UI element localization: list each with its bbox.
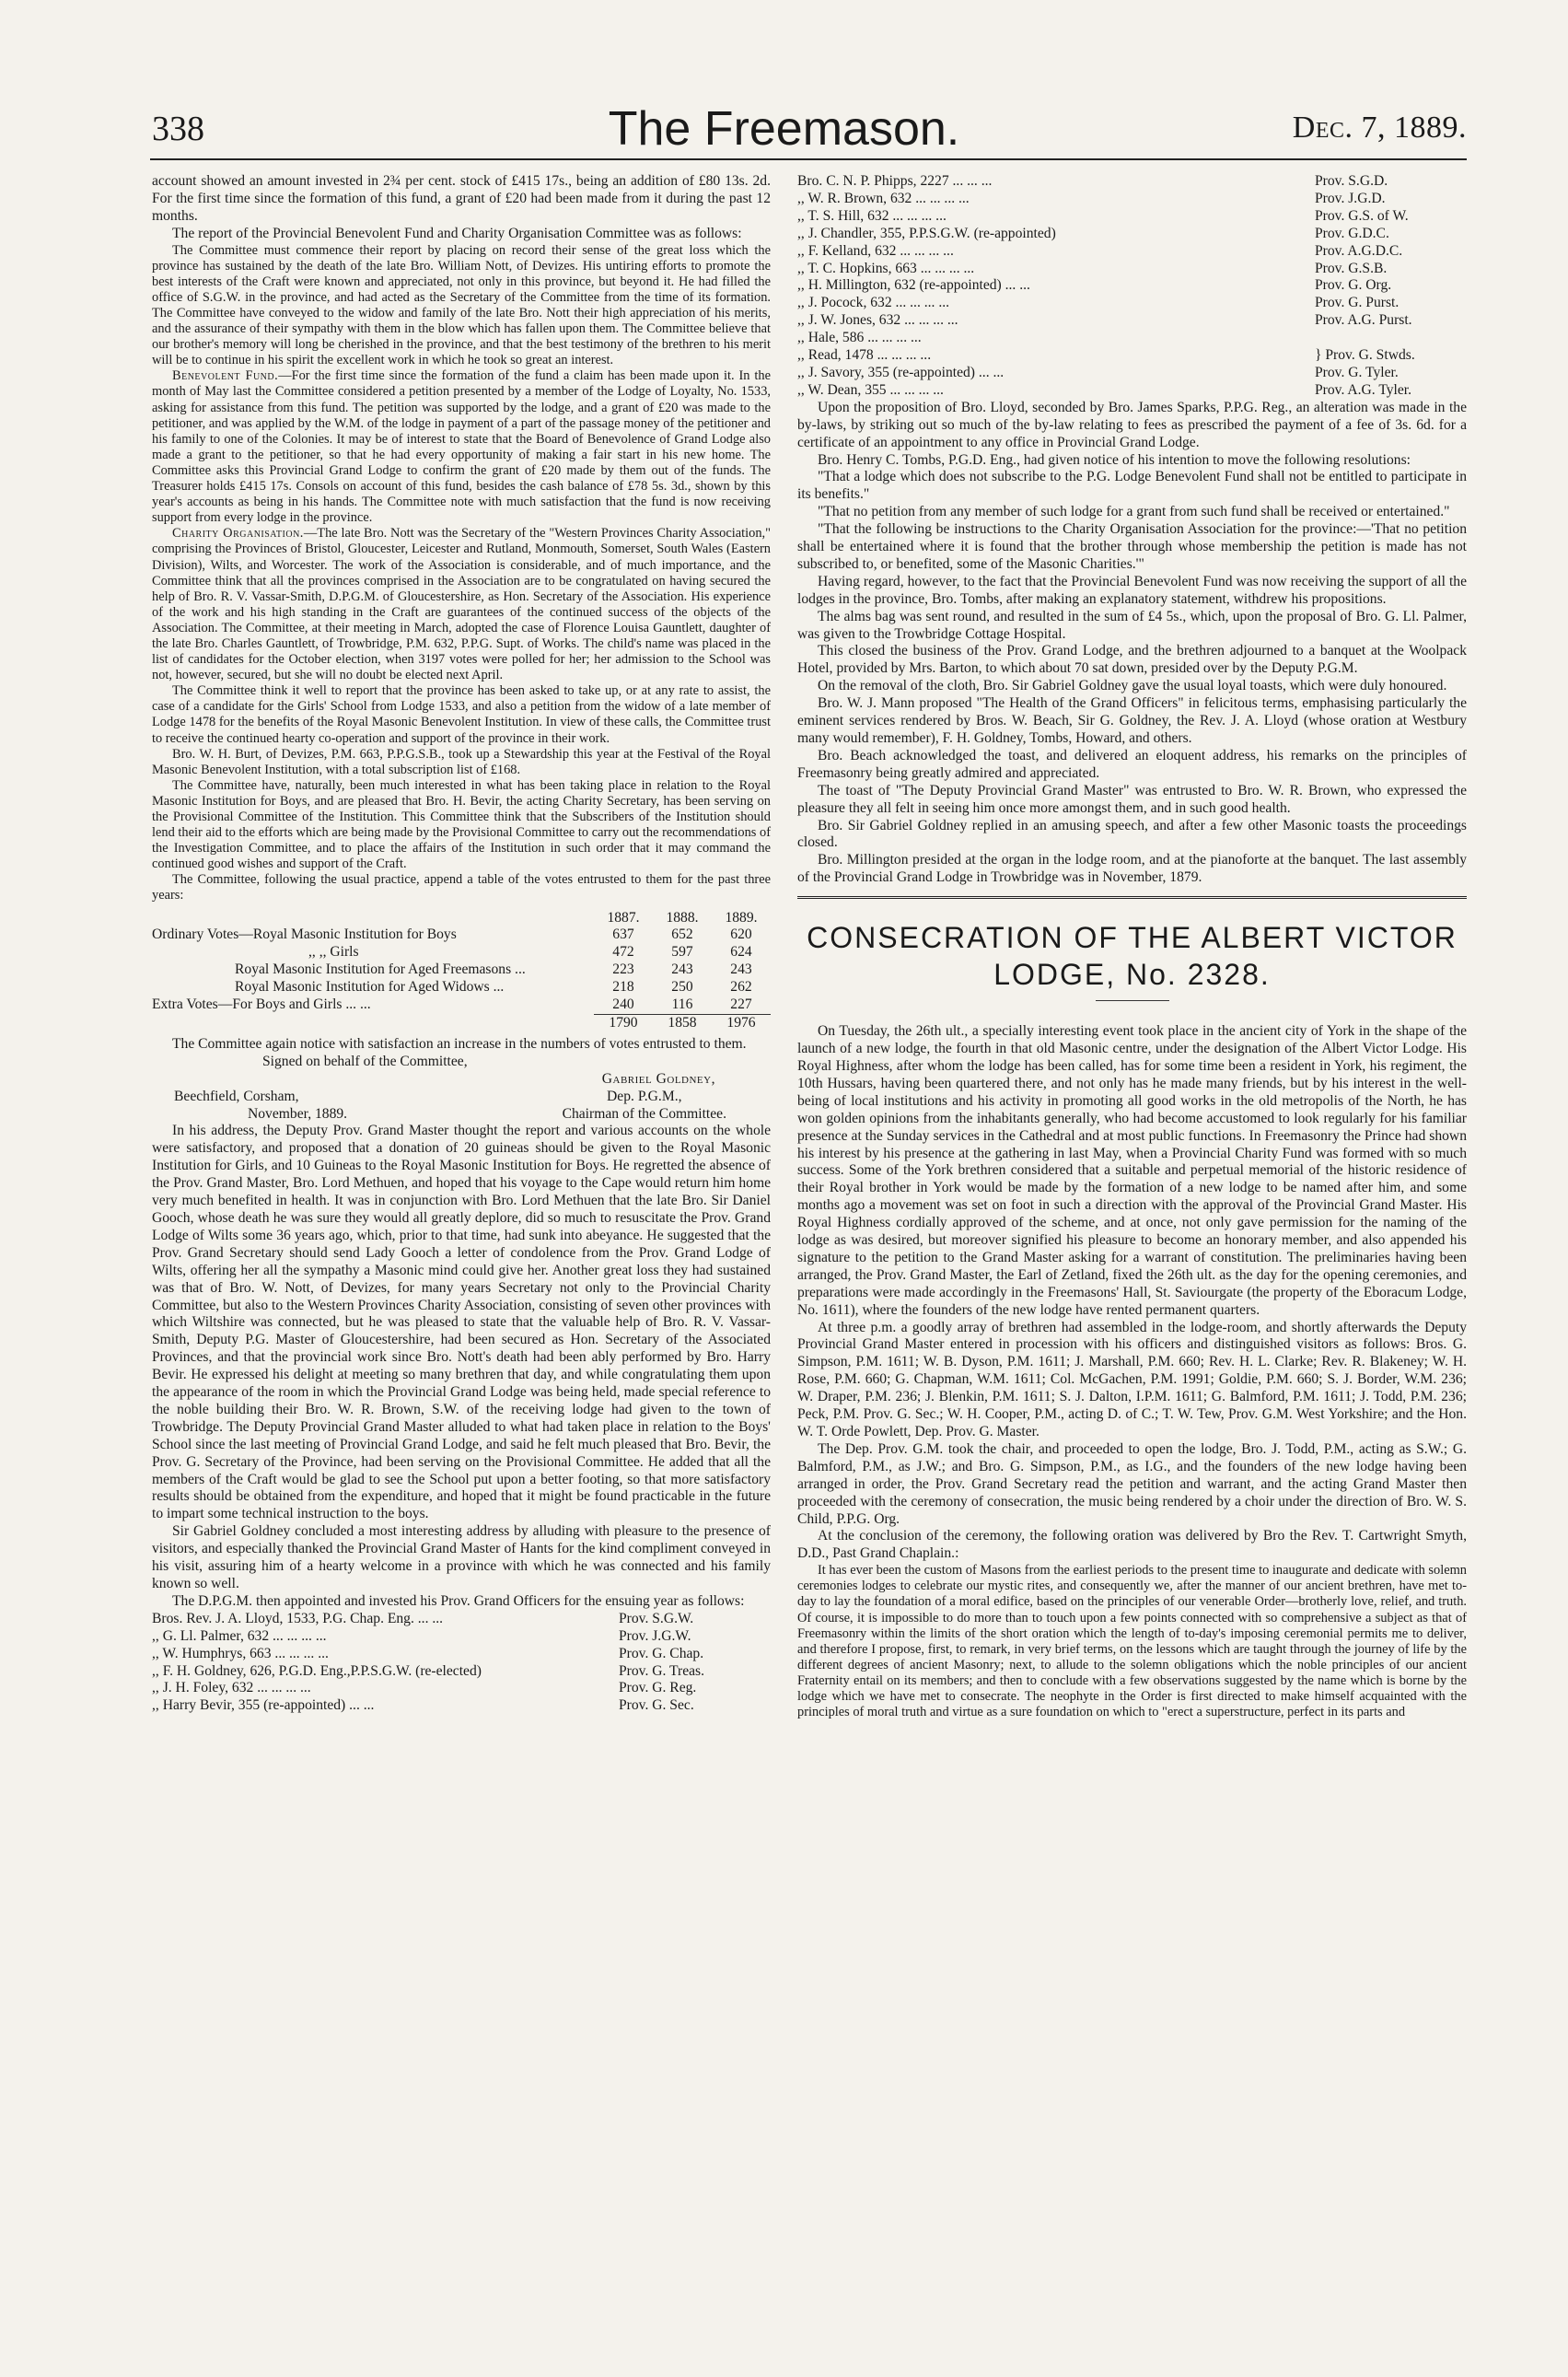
list-item: [152, 1697, 771, 1715]
cell: 243: [730, 961, 752, 978]
committee-report: [152, 243, 771, 904]
officer-name: ,, W. R. Brown, 632 ... ... ... ...: [797, 190, 970, 206]
officer-office: Prov. G.S. of W.: [1315, 207, 1409, 224]
officer-office: [1315, 330, 1467, 347]
right-column: [797, 173, 1467, 1720]
list-item: [797, 312, 1467, 330]
cell: 250: [671, 979, 693, 996]
paragraph: Bro. Sir Gabriel Goldney replied in an amusing speech, and after a few other Masonic toasts the proceedings closed.: [797, 817, 1467, 851]
officer-office: } Prov. G. Stwds.: [1315, 347, 1415, 364]
cell: 223: [612, 961, 634, 978]
paragraph: account showed an amount invested in 2¾ per cent. stock of £415 17s., being an addition of £80 13s. 2d. For the first time since the formation of this fund, a grant of £20 had been made from it during the past 12 months.: [152, 173, 771, 224]
list-item: [797, 243, 1467, 261]
paragraph: Bro. W. J. Mann proposed "The Health of the Grand Officers" in felicitous terms, emphasising particularly the eminent services rendered by Bros. W. Beach, Sir G. Goldney, the Rev. J. A. Lloyd (whose oration at Westbury many would remember), F. H. Goldney, Tombs, Howard, and others.: [797, 695, 1467, 746]
place: Beechfield, Corsham,: [174, 1088, 299, 1104]
list-item: [797, 191, 1467, 208]
table-row: [152, 996, 771, 1014]
paragraph: Sir Gabriel Goldney concluded a most interesting address by alluding with pleasure to the presence of visitors, and especially thanked the Provincial Grand Master of Hants for the kind compliment conveyed in his visit, assuring him of a hearty welcome in a province with which he was connected and his family known so well.: [152, 1523, 771, 1591]
table-row: [152, 926, 771, 944]
cell: 652: [671, 926, 693, 943]
officer-office: Prov. G. Treas.: [619, 1662, 704, 1679]
cell: 597: [671, 944, 693, 961]
year-header: 1888.: [666, 909, 699, 926]
paragraph: At the conclusion of the ceremony, the following oration was delivered by Bro the Rev. T. Cartwright Smyth, D.D., Past Grand Chaplain.:: [797, 1528, 1467, 1562]
sig-date: November, 1889.: [248, 1105, 348, 1122]
issue-date: Dec. 7, 1889.: [1292, 111, 1467, 145]
officer-name: ,, J. Savory, 355 (re-appointed) ... ...: [797, 364, 1005, 380]
paragraph: The Committee have, naturally, been much interested in what has been taking place in relation to the Royal Masonic Institution for Boys, and are pleased that Bro. H. Bevir, the acting Charity Secretary, has been serving on the Provisional Committee of the Institution. This Committee think that the Subscribers of the Institution should lend their aid to the efforts which are being made by the Provisional Committee to carry out the recommendations of the Investigation Committee, and to place the affairs of the Institution in such order that it may command the continued good wishes and support of the Craft.: [152, 777, 771, 872]
paragraph: On Tuesday, the 26th ult., a specially interesting event took place in the ancient city of York in the shape of the launch of a new lodge, the fourth in that old Masonic centre, under the designation of the Albert Victor Lodge. His Royal Highness, after whom the lodge has been called, has for some time been a resident in York, his regiment, the 10th Hussars, having been quartered there, and not only has he made many friends, but by his interest in the well-being of local institutions and his activity in promoting all good works in the old metropolis of the North, he has won golden opinions from the inhabitants generally, who had become accustomed to look regularly for his familiar presence at the Sunday services in the Cathedral and at most public functions. In Freemasonry the Prince had shown his interest by his presence at the gathering in last May, when a Provincial Charity Fund was formed with so much success. Some of the York brethren considered that a suitable and perpetual memorial of the historic residence of their Royal brother in York would be made by the formation of a new lodge to be named after him, and some months ago a movement was set on foot in such a direction with the approval of the Provincial Grand Master. His Royal Highness cordially approved of the scheme, and at once, not only gave permission for the naming of the lodge as was desired, but moreover signified his pleasure to become an honorary member, and also appended his signature to the petition to the Grand Master asking for a warrant of constitution. The preliminaries having been arranged, the Prov. Grand Master, the Earl of Zetland, fixed the 26th ult. as the day for the opening ceremonies, and preparations were made accordingly in the Freemasons' Hall, St. Saviourgate (the property of the Eboracum Lodge, No. 1611), where the founders of the new lodge have rented permanent quarters.: [797, 1023, 1467, 1318]
paragraph: Bro. Henry C. Tombs, P.G.D. Eng., had given notice of his intention to move the following resolutions:: [818, 451, 1411, 468]
list-item: [152, 1680, 771, 1697]
paragraph: Bro. W. H. Burt, of Devizes, P.M. 663, P.P.G.S.B., took up a Stewardship this year at the Festival of the Royal Masonic Benevolent Institution, with a total subscription list of £168.: [152, 746, 771, 777]
signer-title: Dep. P.G.M.,: [607, 1088, 682, 1104]
oration-text: It has ever been the custom of Masons from the earliest periods to the present time to inaugurate and dedicate with solemn ceremonies lodges to celebrate our mystic rites, and consequently we, after the manner of our ancient brethren, have met to-day to lay the foundation of a moral edifice, based on the principles of our venerable Order—brotherly love, relief, and truth. Of course, it is impossible to do more than to touch upon a few points connected with so comprehensive a subject as that of Freemasonry within the limits of the short oration which the length of to-day's imposing ceremonial permits me to deliver, and therefore I propose, first, to remark, in very brief terms, on the lessons which are taught through the journey of life by the different degrees of ancient Masonry; next, to allude to the solemn obligations which the noble principles of our ancient Fraternity entail on its members; and then to conclude with a few observations suggested by the name which is borne by the lodge which we have met to consecrate. The neophyte in the Order is first directed to make himself acquainted with the principles of moral truth and virtue as a sure foundation on which to "erect a superstructure, perfect in its parts and: [797, 1563, 1467, 1720]
officer-name: Bros. Rev. J. A. Lloyd, 1533, P.G. Chap. Eng. ... ...: [152, 1610, 444, 1626]
officer-name: ,, J. Pocock, 632 ... ... ... ...: [797, 295, 950, 311]
cell: 624: [730, 944, 752, 961]
officer-name: ,, T. S. Hill, 632 ... ... ... ...: [797, 207, 947, 224]
row-label: ,, ,, Girls: [308, 944, 359, 961]
officer-office: Prov. J.G.D.: [1315, 190, 1386, 206]
list-item: [797, 226, 1467, 243]
cell: 637: [612, 926, 634, 943]
list-item: [797, 382, 1467, 400]
year-header: 1887.: [607, 909, 640, 926]
paragraph: The alms bag was sent round, and resulted in the sum of £4 5s., which, upon the proposal of Bro. G. Ll. Palmer, was given to the Trowbridge Cottage Hospital.: [797, 608, 1467, 642]
officer-name: ,, Harry Bevir, 355 (re-appointed) ... ...: [152, 1697, 375, 1714]
officers-list: [152, 1611, 771, 1715]
officer-office: Prov. S.G.W.: [619, 1610, 694, 1626]
signature-place: [152, 1089, 347, 1124]
paragraph: The Committee must commence their report by placing on record their sense of the great loss which the province has sustained by the death of the late Bro. William Nott, of Devizes. His untiring efforts to promote the best interests of the Craft were known and appreciated, not only in this province, but beyond it. He had filled the office of S.G.W. in the province, and had acted as the Secretary of the Committee from the time of its formation. The Committee have conveyed to the widow and family of the late Bro. Nott their high appreciation of his merits, and the assurance of their sympathy with them in the blow which has fallen upon them. The Committee believe that our brother's memory will long be cherished in the province, and that the best testimony of the brethren to his merit will be to continue in his spirit the excellent work in which he took so great an interest.: [152, 242, 771, 368]
list-item: [797, 295, 1467, 312]
officer-office: Prov. A.G.D.C.: [1315, 242, 1403, 259]
year-header: 1889.: [725, 909, 758, 926]
officer-office: Prov. G. Org.: [1315, 277, 1392, 294]
list-item: [152, 1646, 771, 1663]
officer-office: Prov. A.G. Tyler.: [1315, 381, 1412, 398]
row-label: Ordinary Votes—Royal Masonic Institution for Boys: [152, 926, 457, 943]
paragraph: "That a lodge which does not subscribe to the P.G. Lodge Benevolent Fund shall not be entitled to participate in its benefits.": [797, 469, 1467, 503]
signature-block: [152, 1089, 771, 1124]
officer-name: ,, W. Humphrys, 663 ... ... ... ...: [152, 1645, 329, 1661]
officer-office: Prov. G. Reg.: [619, 1680, 697, 1696]
list-item: [797, 173, 1467, 191]
paragraph: The Committee again notice with satisfaction an increase in the numbers of votes entrusted to them.: [172, 1035, 747, 1052]
cell: 620: [730, 926, 752, 943]
short-rule: [1096, 1000, 1169, 1001]
paragraph: The toast of "The Deputy Provincial Grand Master" was entrusted to Bro. W. R. Brown, who expressed the pleasure they all felt in seeing him once more amongst them, and in such good health.: [797, 782, 1467, 816]
officer-office: Prov. G.D.C.: [1315, 225, 1389, 241]
officer-name: ,, T. C. Hopkins, 663 ... ... ... ...: [797, 260, 975, 276]
heading-line: LODGE, No. 2328.: [993, 958, 1271, 992]
signature-titles: [563, 1089, 771, 1124]
cell: 243: [671, 961, 693, 978]
officer-office: Prov. J.G.W.: [619, 1627, 691, 1644]
officer-name: Bro. C. N. P. Phipps, 2227 ... ... ...: [797, 173, 993, 189]
paragraph: Benevolent Fund.—For the first time since the formation of the fund a claim has been made upon it. In the month of May last the Committee considered a petition presented by a member of the Lodge of Loyalty, No. 1533, asking for assistance from this fund. The petition was supported by the lodge, and a grant of £20 was made to the petitioner, and was applied by the W.M. of the lodge in payment of a part of the passage money of the petitioner and his family to one of the Colonies. It may be of interest to state that the Board of Benevolence of Grand Lodge also made a grant to the petitioner, so that he had every opportunity of making a fair start in his new home. The Committee asks this Provincial Grand Lodge to confirm the grant of £20 made by them out of the funds. The Treasurer holds £415 17s. Consols on account of this fund, besides the cash balance of £78 5s. 3d., shown by this year's accounts as being in his hands. The Committee note with much satisfaction that the fund is now receiving support from every lodge in the province.: [152, 368, 771, 526]
list-item: [152, 1663, 771, 1681]
cell: 472: [612, 944, 634, 961]
officer-name: ,, Hale, 586 ... ... ... ...: [797, 330, 922, 346]
list-item: [152, 1611, 771, 1628]
list-item: [797, 277, 1467, 295]
paragraph: The D.P.G.M. then appointed and invested his Prov. Grand Officers for the ensuing year as follows:: [172, 1592, 745, 1609]
list-item: [797, 208, 1467, 226]
table-row: [152, 944, 771, 961]
paragraph: Having regard, however, to the fact that the Provincial Benevolent Fund was now receiving the support of all the lodges in the province, Bro. Tombs, after making an explanatory statement, withdrew his propositions.: [797, 573, 1467, 607]
paragraph: The report of the Provincial Benevolent Fund and Charity Organisation Committee was as follows:: [172, 225, 742, 241]
total-cell: 1858: [653, 1015, 712, 1032]
paragraph: Upon the proposition of Bro. Lloyd, seconded by Bro. James Sparks, P.P.G. Reg., an alteration was made in the by-laws, by striking out so much of the by-law relating to fees as prescribed the payment of a fee of 3s. 6d. for a certificate of an appointment to any office in Provincial Grand Lodge.: [797, 399, 1467, 450]
officers-list: [797, 173, 1467, 400]
officer-office: Prov. A.G. Purst.: [1315, 312, 1412, 329]
section-rule: [797, 896, 1467, 904]
heading-line: CONSECRATION OF THE ALBERT VICTOR: [807, 921, 1458, 955]
officer-name: ,, G. Ll. Palmer, 632 ... ... ... ...: [152, 1627, 327, 1644]
row-label: Royal Masonic Institution for Aged Freemasons ...: [235, 961, 526, 978]
officer-name: ,, J. W. Jones, 632 ... ... ... ...: [797, 312, 958, 329]
officer-office: Prov. G. Chap.: [619, 1645, 704, 1661]
paragraph: At three p.m. a goodly array of brethren had assembled in the lodge-room, and shortly afterwards the Deputy Provincial Grand Master entered in procession with his officers and distinguished visitors as follows: Bros. G. Simpson, P.M. 1611; W. B. Dyson, P.M. 1611; J. Marshall, P.M. 660; Rev. H. L. Clarke; Rev. R. Blakeney; W. H. Rose, P.M. 660; G. Chapman, W.M. 1611; Col. McGachen, P.M. 1991; Goldie, P.M. 660; S. J. Border, W.M. 236; W. Draper, P.M. 236; J. Blenkin, P.M. 1611; S. J. Dalton, I.P.M. 1611; G. Balmford, P.M. 1611; J. Todd, P.M. 236; Peck, P.M. Prov. G. Sec.; W. H. Cooper, P.M., acting D. of C.; T. W. Tew, Prov. G.M. West Yorkshire; and the Hon. W. T. Orde Powlett, Dep. Prov. G. Master.: [797, 1319, 1467, 1439]
masthead: [0, 0, 1568, 156]
total-cell: 1976: [712, 1015, 771, 1032]
page-number: 338: [152, 110, 204, 148]
paragraph: The Dep. Prov. G.M. took the chair, and proceeded to open the lodge, Bro. J. Todd, P.M., acting as S.W.; G. Balmford, P.M., as J.W.; and Bro. G. Simpson, P.M., as I.G., and the founders of the new lodge having been arranged in order, the Prov. Grand Secretary read the petition and warrant, and the acting Grand Master then proceeded with the ceremony of consecration, the music being rendered by a choir under the direction of Bro. W. S. Child, P.P.G. Org.: [797, 1440, 1467, 1527]
officer-name: ,, F. H. Goldney, 626, P.G.D. Eng.,P.P.S.G.W. (re-elected): [152, 1662, 482, 1679]
list-item: [797, 261, 1467, 278]
paragraph: The Committee, following the usual practice, append a table of the votes entrusted to them for the past three years:: [152, 872, 771, 903]
row-label: Extra Votes—For Boys and Girls ... ...: [152, 996, 371, 1013]
officer-name: ,, J. H. Foley, 632 ... ... ... ...: [152, 1680, 311, 1696]
paragraph: Charity Organisation.—The late Bro. Nott was the Secretary of the "Western Provinces Charity Association," comprising the Provinces of Bristol, Gloucester, Leicester and Rutland, Monmouth, Somerset, South Wales (Eastern Division), Wilts, and Worcester. The work of the Association is considerable, and of much importance, and the Committee think that all the provinces comprised in the Association are to be congratulated on having secured the help of Bro. R. V. Vassar-Smith, D.P.G.M. of Gloucestershire, as Hon. Secretary of the Association. His experience of the work and his high standing in the Craft are guarantees of the continued success of the objects of the Association. The Committee, at their meeting in March, adopted the case of Florence Louisa Gauntlett, daughter of the late Bro. Charles Gauntlett, of Trowbridge, P.M. 632, P.P.G. Supt. of Works. The child's name was placed in the list of candidates for the October election, when 3197 votes were polled for her; her admission to the School was not, however, secured, but she will no doubt be elected next April.: [152, 526, 772, 683]
list-item: [797, 330, 1467, 347]
left-column: [152, 173, 771, 1715]
officer-name: ,, J. Chandler, 355, P.P.S.G.W. (re-appointed): [797, 225, 1056, 241]
paragraph: On the removal of the cloth, Bro. Sir Gabriel Goldney gave the usual loyal toasts, which were duly honoured.: [818, 678, 1447, 694]
list-item: [797, 347, 1467, 365]
chair-title: Chairman of the Committee.: [562, 1105, 726, 1122]
paragraph: "That no petition from any member of such lodge for a grant from such fund shall be received or entertained.": [818, 504, 1450, 520]
table-row: [152, 961, 771, 979]
paragraph: The Committee think it well to report that the province has been asked to take up, or at any rate to assist, the case of a candidate for the Girls' School from Lodge 1533, and also a petition from the widow of a late member of Lodge 1478 for the benefits of the Royal Masonic Benevolent Institution. In view of these calls, the Committee trust to receive the continued hearty co-operation and support of the province in their work.: [152, 683, 771, 746]
total-cell: 1790: [594, 1015, 653, 1032]
totals-row: [152, 1015, 771, 1032]
section-lead: Benevolent Fund.: [172, 368, 279, 384]
officer-name: ,, W. Dean, 355 ... ... ... ...: [797, 381, 944, 398]
officer-office: Prov. G. Tyler.: [1315, 364, 1399, 380]
paragraph: Bro. Millington presided at the organ in the lodge room, and at the pianoforte at the banquet. The last assembly of the Provincial Grand Lodge in Trowbridge was in November, 1879.: [797, 852, 1467, 886]
officer-office: Prov. G.S.B.: [1315, 260, 1388, 276]
section-lead: Charity Organisation.: [172, 526, 304, 542]
cell: 116: [671, 996, 693, 1013]
officer-name: ,, Read, 1478 ... ... ... ...: [797, 347, 932, 364]
publication-title: The Freemason.: [608, 102, 960, 156]
paragraph: In his address, the Deputy Prov. Grand Master thought the report and various accounts on the whole were satisfactory, and proposed that a donation of 20 guineas should be given to the Royal Masonic Institution for Girls, and 10 Guineas to the Royal Masonic Institution for Boys. He regretted the absence of the Prov. Grand Master, Bro. Lord Methuen, and hoped that his voyage to the Cape would return him home very much benefited in health. It was in conjunction with Bro. Lord Methuen that the late Bro. Sir Daniel Gooch, whose death he was sure they would all greatly deplore, did so much to resuscitate the Prov. Grand Lodge of Wilts some 36 years ago, which, prior to that time, had sunk into abeyance. He suggested that the Prov. Grand Secretary should send Lady Gooch a letter of condolence from the Prov. Grand Lodge of Wilts, offering her all the sympathy a Masonic mind could give her. Another great loss they had sustained was that of Bro. W. Nott, of Devizes, for many years Secretary not only to the Provincial Charity Committee, but also to the Western Provinces Charity Association, consisting of seven other provinces with which Wiltshire was connected, but he was pleased to state that the valuable help of Bro. R. V. Vassar-Smith, Deputy P.G. Master of Gloucestershire, had been secured as Hon. Secretary of the Associated Provinces, and that the provincial work since Bro. Nott's death had been ably performed by Bro. Harry Bevir. He expressed his delight at meeting so many brethren that day, and while congratulating them upon the appearance of the room in which the Provincial Grand Lodge was being held, made special reference to the noble building their Bro. W. R. Brown, S.W. of the receiving lodge had given to the town of Trowbridge. The Deputy Provincial Grand Master alluded to what had taken place in relation to the Boys' School since the last meeting of Provincial Grand Lodge, and said he felt much pleased that Bro. Bevir, the Prov. G. Secretary of the Province, had been serving on the Provisional Committee. He added that all the members of the Craft would be glad to see the School put upon a better footing, so that more satisfactory results should be obtained from the expenditure, and hoped that it might be found practicable in the future to impart some technical instruction to the boys.: [152, 1123, 771, 1522]
cell: 218: [612, 979, 634, 996]
cell: 262: [730, 979, 752, 996]
votes-table: [152, 910, 771, 1032]
article-heading: [797, 919, 1467, 993]
row-label: Royal Masonic Institution for Aged Widows ...: [235, 979, 505, 996]
cell: 240: [612, 996, 634, 1013]
list-item: [152, 1628, 771, 1646]
signer-name: Gabriel Goldney,: [601, 1070, 715, 1087]
officer-office: Prov. G. Sec.: [619, 1697, 694, 1714]
officer-office: Prov. G. Purst.: [1315, 295, 1400, 311]
signed-line: Signed on behalf of the Committee,: [262, 1053, 468, 1069]
paragraph: This closed the business of the Prov. Grand Lodge, and the brethren adjourned to a banquet at the Woolpack Hotel, provided by Mrs. Barton, to which about 70 sat down, presided over by the Deputy P.G.M.: [797, 643, 1467, 677]
paragraph: Bro. Beach acknowledged the toast, and delivered an eloquent address, his remarks on the principles of Freemasonry being greatly admired and appreciated.: [797, 747, 1467, 781]
votes-header-row: [152, 910, 771, 927]
officer-office: Prov. S.G.D.: [1315, 173, 1388, 189]
officer-name: ,, H. Millington, 632 (re-appointed) ... ...: [797, 277, 1030, 294]
cell: 227: [730, 996, 752, 1013]
header-rule: [150, 158, 1467, 160]
paragraph: "That the following be instructions to the Charity Organisation Association for the province:—'That no petition shall be entertained where it is found that the brother through whose membership the petition is made has not subscribed to, or benefited, some of the Masonic Charities.'": [797, 521, 1467, 572]
list-item: [797, 365, 1467, 382]
table-row: [152, 979, 771, 996]
officer-name: ,, F. Kelland, 632 ... ... ... ...: [797, 242, 954, 259]
